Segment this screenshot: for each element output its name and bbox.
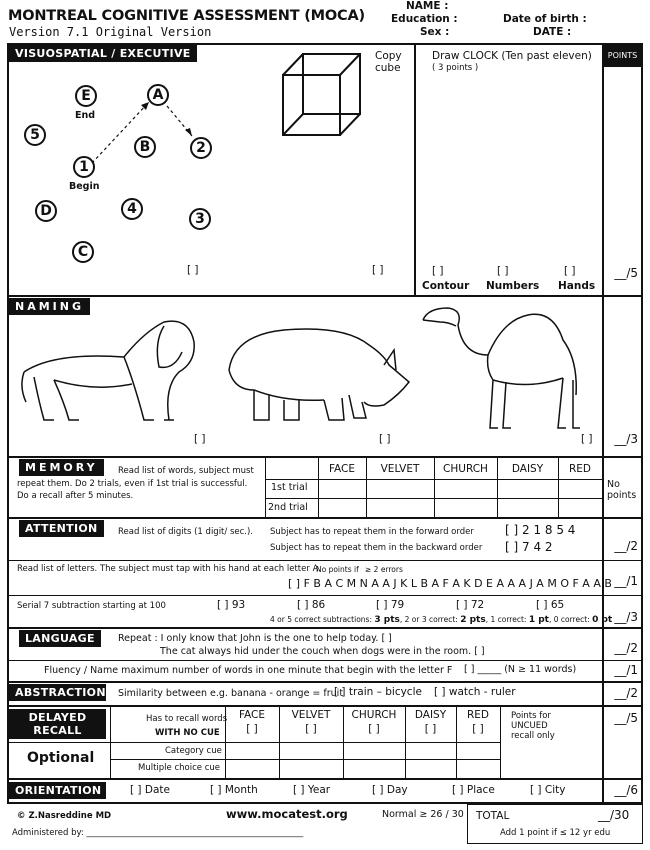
memory-word-red: RED (568, 463, 591, 475)
rhino-checkbox[interactable]: [ ] (379, 433, 391, 445)
serial-65[interactable]: [ ] 65 (536, 599, 565, 611)
page-title: MONTREAL COGNITIVE ASSESSMENT (MOCA) (8, 8, 365, 24)
section-language: LANGUAGE (19, 630, 101, 647)
divider-clock (414, 43, 416, 296)
visuospatial-score: __/5 (614, 266, 638, 280)
repeat-score: __/2 (614, 641, 638, 655)
recall-checkbox-church[interactable]: [ ] (368, 723, 380, 735)
rhinoceros-drawing (224, 320, 414, 426)
website-link[interactable]: www.mocatest.org (226, 807, 348, 821)
trail-node-d: D (35, 200, 57, 222)
trail-node-c: C (72, 241, 94, 263)
section-abstraction: ABSTRACTION (9, 684, 106, 701)
orientation-city[interactable]: [ ] City (530, 784, 566, 796)
serial-86[interactable]: [ ] 86 (297, 599, 326, 611)
recall-word-church: CHURCH (351, 709, 397, 721)
trail-node-5: 5 (24, 124, 46, 146)
with-no-cue-label: WITH NO CUE (155, 728, 220, 738)
total-label: TOTAL (476, 810, 510, 822)
abstraction-train-bicycle[interactable]: [ ] train – bicycle (334, 686, 422, 698)
name-label: NAME : (406, 0, 449, 12)
cube-checkbox[interactable]: [ ] (372, 264, 384, 276)
recall-word-velvet: VELVET (291, 709, 331, 721)
naming-score: __/3 (614, 432, 638, 446)
section-visuospatial: VISUOSPATIAL / EXECUTIVE (9, 45, 197, 62)
digits-score: __/2 (614, 539, 638, 553)
fluency-instr: Fluency / Name maximum number of words in one minute that begin with the letter F (44, 665, 453, 676)
serial-score: __/3 (614, 610, 638, 624)
administered-by[interactable]: Administered by: ___________________________________________________ (12, 828, 304, 838)
memory-word-velvet: VELVET (380, 463, 420, 475)
backward-instr: Subject has to repeat them in the backward order (270, 543, 483, 553)
letters-no-points: No points if (316, 565, 359, 574)
normal-score-note: Normal ≥ 26 / 30 (382, 809, 464, 820)
hands-label: Hands (558, 280, 596, 292)
date-label: DATE : (533, 26, 572, 38)
delayed-recall-score: __/5 (614, 711, 638, 725)
contour-checkbox[interactable]: [ ] (432, 265, 444, 277)
recall-checkbox-daisy[interactable]: [ ] (424, 723, 437, 735)
section-delayed-recall: DELAYED RECALL (9, 709, 106, 739)
memory-instr-3: Do a recall after 5 minutes. (17, 491, 134, 501)
recall-checkbox-red[interactable]: [ ] (472, 723, 484, 735)
camel-checkbox[interactable]: [ ] (581, 433, 593, 445)
optional-label: Optional (27, 750, 95, 766)
trail-node-1: 1 (73, 156, 95, 178)
letters-score: __/1 (614, 574, 638, 588)
trail-node-a: A (147, 84, 169, 106)
has-to-recall-label: Has to recall words (146, 714, 228, 724)
orientation-date[interactable]: [ ] Date (130, 784, 170, 796)
orientation-day[interactable]: [ ] Day (372, 784, 408, 796)
copy-cube-label: Copy cube (375, 50, 402, 74)
points-header: POINTS (604, 45, 641, 67)
lion-checkbox[interactable]: [ ] (194, 433, 206, 445)
clock-title: Draw CLOCK (Ten past eleven) (432, 50, 592, 62)
orientation-month[interactable]: [ ] Month (210, 784, 258, 796)
trail-node-e: E (75, 85, 97, 107)
section-orientation: ORIENTATION (9, 782, 106, 799)
forward-instr: Subject has to repeat them in the forward order (270, 527, 474, 537)
serial-79[interactable]: [ ] 79 (376, 599, 405, 611)
clock-points: ( 3 points ) (432, 63, 479, 73)
education-label: Education : (391, 13, 458, 25)
cube-drawing (278, 50, 368, 145)
fluency-box[interactable]: [ ] _____ (N ≥ 11 words) (464, 664, 577, 675)
serial-93[interactable]: [ ] 93 (217, 599, 246, 611)
numbers-checkbox[interactable]: [ ] (497, 265, 509, 277)
letters-instr: Read list of letters. The subject must tap with his hand at each letter A. (17, 564, 321, 574)
forward-digits[interactable]: [ ] 2 1 8 5 4 (505, 523, 576, 537)
orientation-year[interactable]: [ ] Year (293, 784, 331, 796)
end-label: End (75, 110, 96, 121)
memory-word-church: CHURCH (443, 463, 488, 475)
begin-label: Begin (69, 181, 100, 192)
recall-checkbox-velvet[interactable]: [ ] (305, 723, 317, 735)
letters-sequence[interactable]: [ ] F B A C M N A A J K L B A F A K D E A A A J A M O F A A B (288, 577, 612, 590)
memory-no-points: No points (607, 479, 637, 501)
letters-errors: ≥ 2 errors (365, 565, 403, 574)
memory-instr-1: Read list of words, subject must (118, 466, 254, 476)
abstraction-score: __/2 (614, 686, 638, 700)
section-naming: NAMING (9, 298, 90, 315)
hands-checkbox[interactable]: [ ] (564, 265, 576, 277)
multiple-choice-cue-label: Multiple choice cue (138, 763, 220, 773)
serial-72[interactable]: [ ] 72 (456, 599, 485, 611)
lion-drawing (14, 312, 199, 424)
memory-word-daisy: DAISY (511, 463, 544, 475)
trail-node-b: B (134, 136, 156, 158)
numbers-label: Numbers (486, 280, 540, 292)
section-memory: MEMORY (19, 459, 104, 476)
copyright: © Z.Nasreddine MD (17, 811, 112, 821)
abstraction-watch-ruler[interactable]: [ ] watch - ruler (434, 686, 516, 698)
memory-instr-2: repeat them. Do 2 trials, even if 1st trial is successful. (17, 479, 248, 489)
recall-word-red: RED (466, 709, 489, 721)
serial-scoring: 4 or 5 correct subtractions: 3 pts, 2 or 3 correct: 2 pts, 1 correct: 1 pt, 0 correct: 0 pt (270, 615, 613, 625)
trial-2-label: 2nd trial (268, 502, 308, 513)
trail-node-3: 3 (189, 208, 211, 230)
memory-word-face: FACE (328, 463, 356, 475)
fluency-score: __/1 (614, 663, 638, 677)
orientation-place[interactable]: [ ] Place (452, 784, 495, 796)
trail-making-lines (9, 70, 269, 270)
version-label: Version 7.1 Original Version (9, 25, 212, 39)
dob-label: Date of birth : (503, 13, 587, 25)
orientation-score: __/6 (614, 783, 638, 797)
points-for-uncued: Points for UNCUED recall only (511, 711, 555, 741)
add-point-note: Add 1 point if ≤ 12 yr edu (500, 828, 611, 838)
backward-digits[interactable]: [ ] 7 4 2 (505, 540, 553, 554)
digits-instr: Read list of digits (1 digit/ sec.). (118, 527, 254, 537)
contour-label: Contour (422, 280, 470, 292)
trail-checkbox[interactable]: [ ] (187, 264, 199, 276)
abstraction-instr: Similarity between e.g. banana - orange = fruit (118, 688, 344, 699)
serial-instr: Serial 7 subtraction starting at 100 (17, 601, 166, 611)
repeat-sentence-2[interactable]: The cat always hid under the couch when dogs were in the room. [ ] (160, 646, 485, 657)
category-cue-label: Category cue (165, 746, 222, 756)
trail-node-2: 2 (190, 137, 212, 159)
recall-word-daisy: DAISY (414, 709, 447, 721)
recall-checkbox-face[interactable]: [ ] (246, 723, 258, 735)
section-attention: ATTENTION (19, 520, 104, 537)
trail-node-4: 4 (121, 198, 143, 220)
camel-drawing (418, 300, 583, 432)
recall-word-face: FACE (238, 709, 266, 721)
sex-label: Sex : (420, 26, 450, 38)
trial-1-label: 1st trial (271, 482, 308, 493)
total-score: __/30 (598, 808, 630, 822)
repeat-sentence-1[interactable]: Repeat : I only know that John is the one to help today. [ ] (118, 633, 392, 644)
